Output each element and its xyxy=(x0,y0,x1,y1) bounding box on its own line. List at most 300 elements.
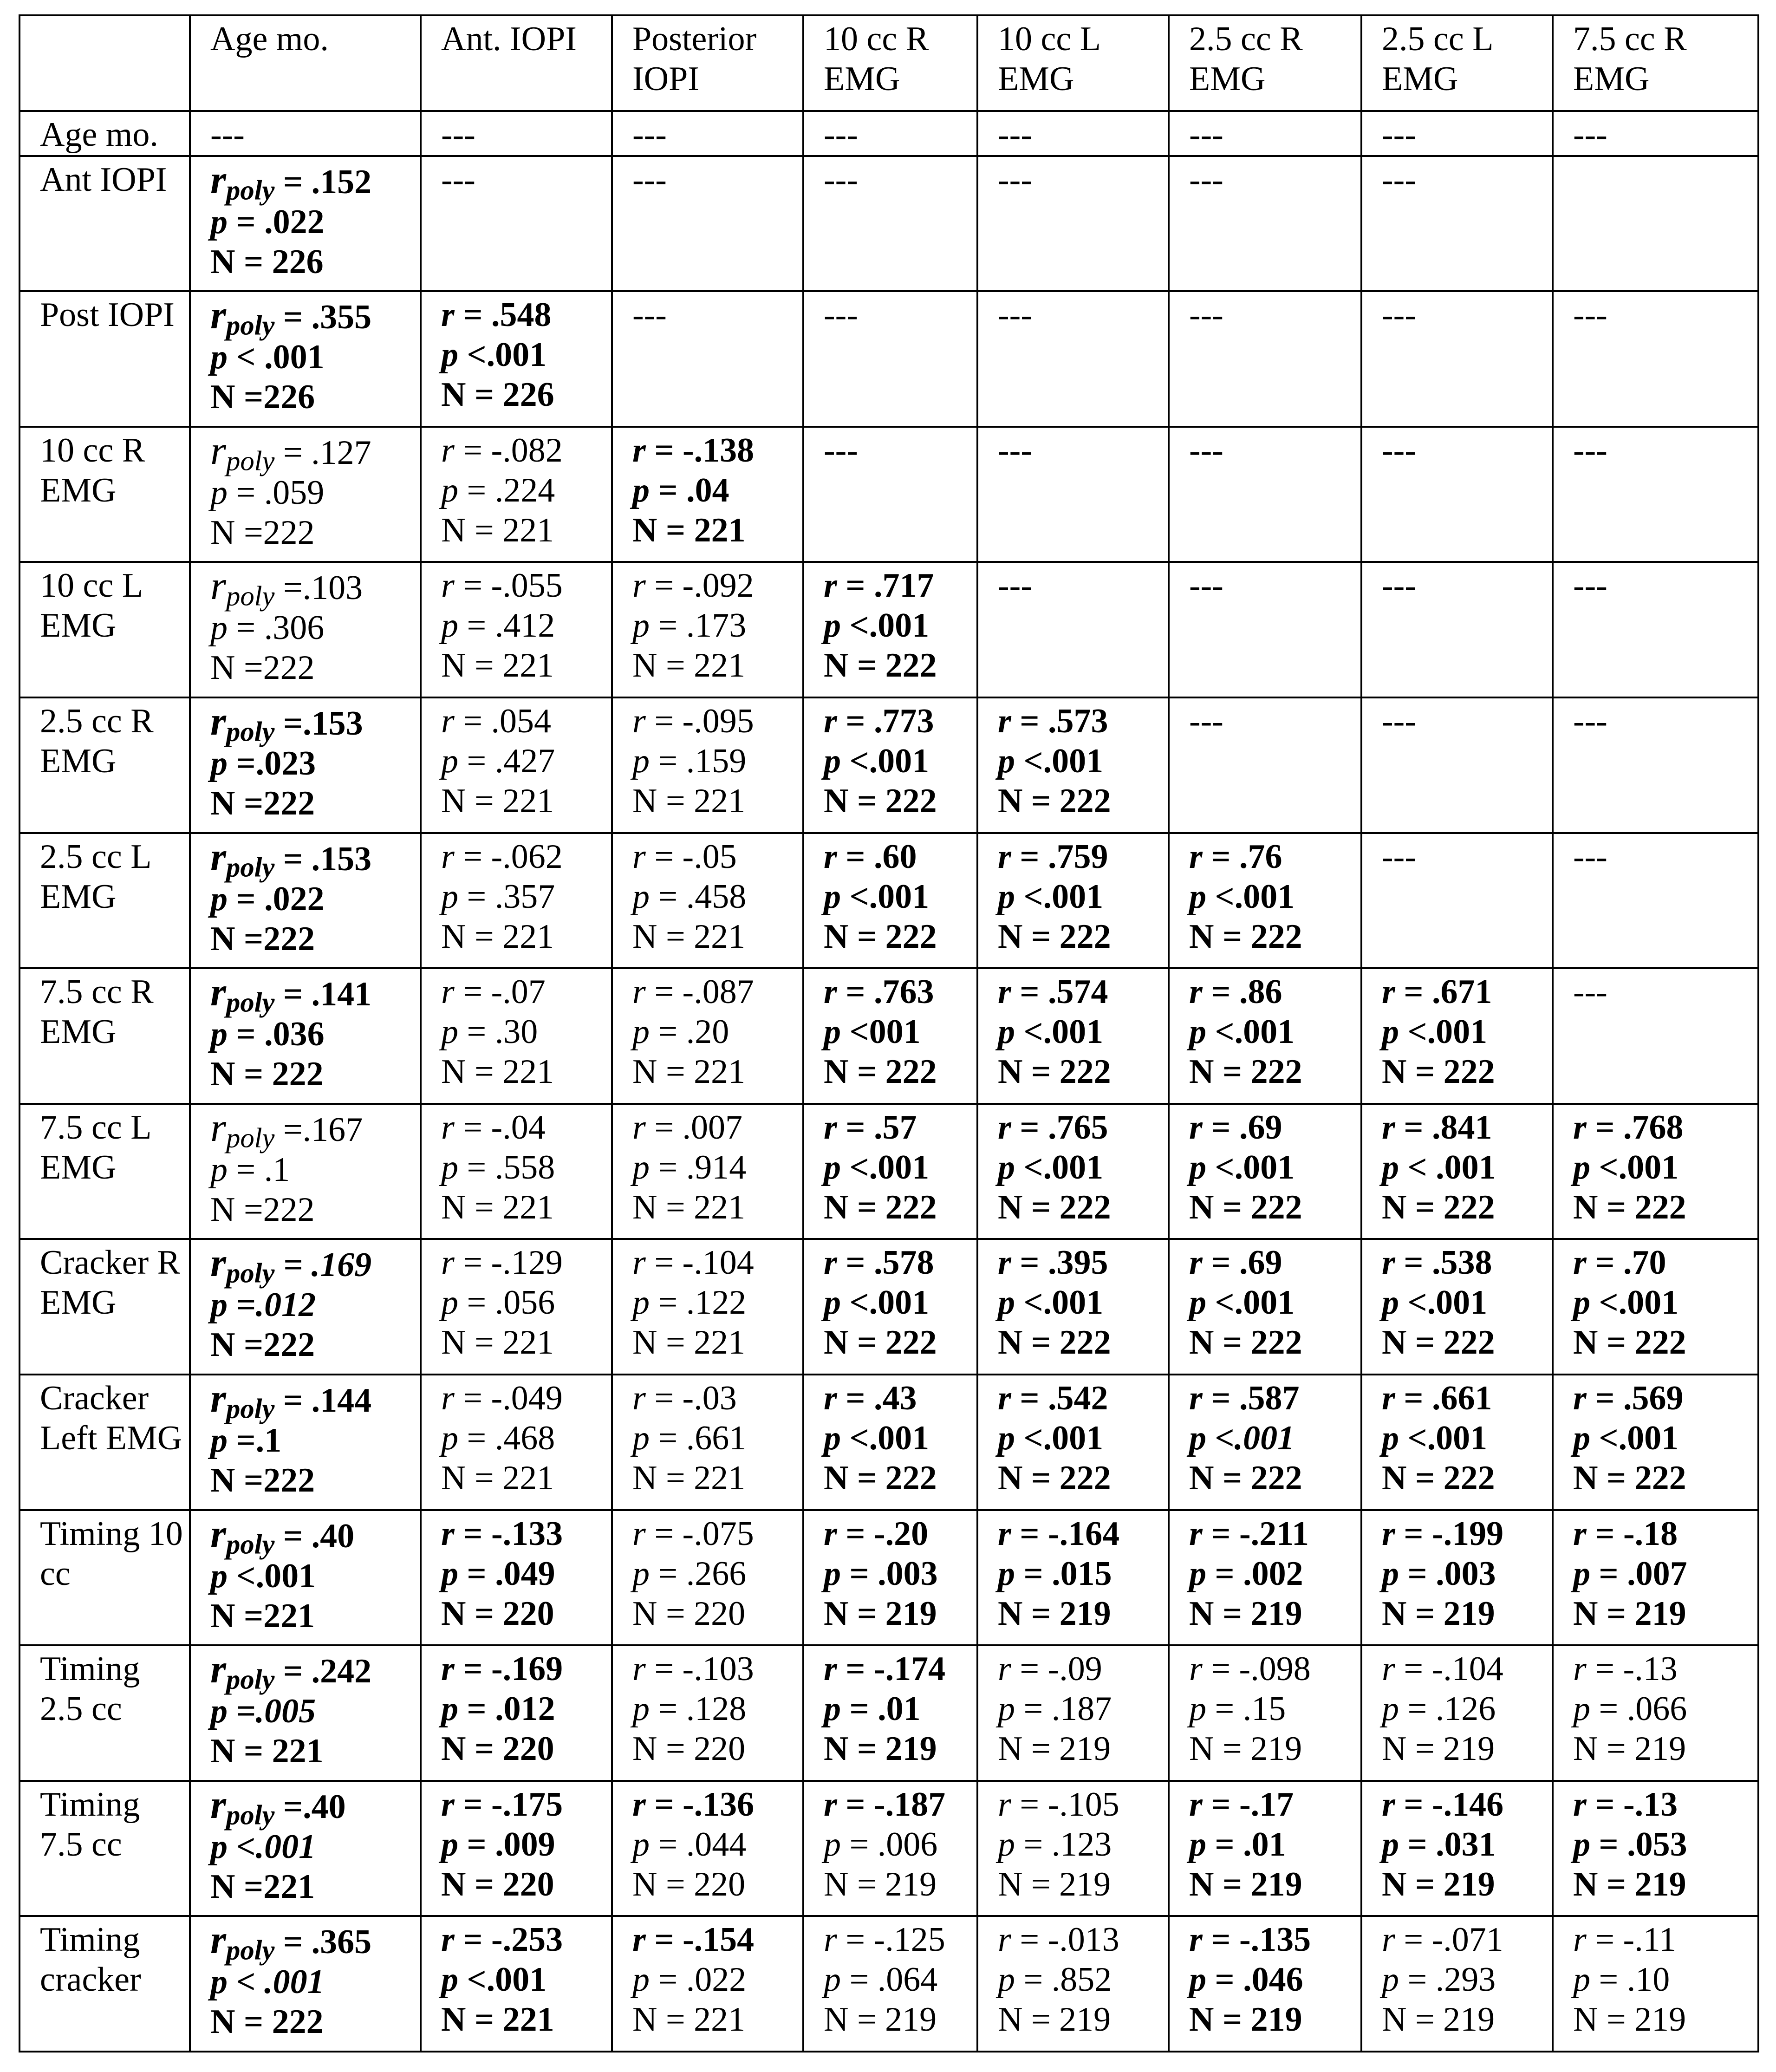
n-value-line: N =221 xyxy=(210,1596,315,1635)
p-value-line xyxy=(1573,1554,1753,1594)
table-cell xyxy=(421,111,612,156)
n-value-line: N =222 xyxy=(210,1461,315,1499)
n-value-line: N = 222 xyxy=(1573,1188,1686,1226)
table-cell xyxy=(803,1239,977,1375)
r-value-line xyxy=(824,837,972,877)
r-symbol: r xyxy=(998,1650,1011,1688)
table-cell xyxy=(612,1510,803,1646)
p-symbol: p xyxy=(1382,1554,1399,1593)
p-symbol: p xyxy=(210,744,228,782)
r-value: = .141 xyxy=(283,975,372,1014)
table-cell xyxy=(803,1645,977,1781)
p-value: = .468 xyxy=(467,1419,555,1457)
table-row xyxy=(20,156,1758,292)
table-cell xyxy=(803,1781,977,1916)
table-cell xyxy=(1553,1510,1758,1646)
p-value: = .558 xyxy=(467,1148,555,1186)
table-cell xyxy=(1553,291,1758,427)
r-value-line xyxy=(1189,1785,1356,1824)
table-cell xyxy=(1553,1375,1758,1510)
r-value: = .759 xyxy=(1020,837,1108,876)
n-value-line: N =226 xyxy=(210,378,315,417)
n-value-line: N = 222 xyxy=(1382,1323,1495,1362)
r-value: =.103 xyxy=(283,569,363,607)
n-value-line: N = 221 xyxy=(632,1188,746,1226)
r-value-line xyxy=(632,1514,798,1554)
r-value-line xyxy=(210,1240,415,1289)
p-symbol: p xyxy=(824,1013,841,1051)
r-value-line xyxy=(1382,1108,1547,1147)
p-value: <.001 xyxy=(1023,877,1104,916)
p-value-line xyxy=(210,1285,415,1325)
n-value-line: N = 219 xyxy=(824,1730,937,1768)
r-value-line xyxy=(210,969,415,1018)
n-value-line: N = 219 xyxy=(998,1865,1111,1903)
r-symbol: r xyxy=(1189,837,1203,876)
p-value-line xyxy=(1573,1824,1753,1864)
p-value-line xyxy=(998,1147,1163,1187)
table-cell xyxy=(977,1104,1169,1239)
p-value: = .128 xyxy=(658,1690,747,1728)
p-value-line xyxy=(1382,1147,1547,1187)
empty-marker: --- xyxy=(1189,116,1223,154)
p-value: = .427 xyxy=(467,742,555,780)
r-value-line xyxy=(632,1785,798,1824)
table-cell xyxy=(190,1916,421,2052)
p-value: <.001 xyxy=(1023,1284,1104,1322)
p-value-line xyxy=(824,741,972,781)
r-value-line xyxy=(441,1378,606,1418)
table-row xyxy=(20,1916,1758,2052)
p-symbol: p xyxy=(1382,1284,1399,1322)
p-value-line xyxy=(210,473,415,513)
poly-subscript: poly xyxy=(226,1258,275,1289)
n-value-line: N = 219 xyxy=(1189,2000,1302,2039)
p-symbol: p xyxy=(210,1827,228,1866)
r-symbol: r xyxy=(824,1108,837,1147)
poly-subscript: poly xyxy=(226,1393,275,1425)
p-symbol: p xyxy=(441,742,458,780)
table-row xyxy=(20,1645,1758,1781)
r-value: = -.20 xyxy=(846,1514,929,1553)
r-value-line xyxy=(824,1649,972,1689)
r-symbol: r xyxy=(210,292,226,338)
table-row xyxy=(20,111,1758,156)
p-value-line xyxy=(824,1689,972,1729)
table-cell xyxy=(1361,1104,1553,1239)
r-symbol: r xyxy=(441,1785,455,1824)
p-value-line xyxy=(824,1554,972,1594)
empty-marker: --- xyxy=(1382,837,1416,876)
p-symbol: p xyxy=(632,1825,650,1863)
p-value: =.1 xyxy=(236,1421,282,1460)
row-header: 10 cc R EMG xyxy=(20,427,190,562)
n-value-line: N = 219 xyxy=(1573,1730,1686,1768)
p-value: = .661 xyxy=(658,1419,747,1457)
p-value: = .053 xyxy=(1599,1825,1687,1863)
p-symbol: p xyxy=(824,742,841,780)
n-value-line: N =222 xyxy=(210,1190,315,1229)
r-value-line xyxy=(1189,837,1356,877)
table-row xyxy=(20,1510,1758,1646)
p-value-line xyxy=(998,1283,1163,1323)
p-value: = .056 xyxy=(467,1284,555,1322)
p-value-line xyxy=(210,1556,415,1596)
p-symbol: p xyxy=(998,1825,1015,1863)
r-value: = -.13 xyxy=(1595,1785,1678,1824)
p-value: <.001 xyxy=(849,1284,930,1322)
column-header: 7.5 cc R EMG xyxy=(1553,15,1758,111)
table-cell xyxy=(1169,562,1361,697)
column-header: 2.5 cc L EMG xyxy=(1361,15,1553,111)
p-value-line xyxy=(210,337,415,377)
p-value: = .01 xyxy=(1215,1825,1286,1863)
r-value-line xyxy=(1382,1514,1547,1554)
p-value-line xyxy=(441,1689,606,1729)
r-value-line xyxy=(441,1108,606,1147)
r-value: = -.146 xyxy=(1404,1785,1504,1824)
r-value: = .86 xyxy=(1211,973,1282,1011)
r-value-line xyxy=(441,701,606,741)
p-symbol: p xyxy=(998,1554,1015,1593)
r-symbol: r xyxy=(441,1379,455,1417)
r-value: = .144 xyxy=(283,1381,372,1420)
r-value: = -.175 xyxy=(463,1785,563,1824)
r-symbol: r xyxy=(441,296,455,334)
p-value: = .10 xyxy=(1599,1961,1670,1999)
empty-marker: --- xyxy=(1189,296,1223,334)
table-cell xyxy=(612,697,803,833)
p-value: = .064 xyxy=(849,1961,938,1999)
r-value-line xyxy=(441,972,606,1012)
table-row xyxy=(20,562,1758,697)
p-value-line xyxy=(632,470,798,510)
r-symbol: r xyxy=(998,1244,1011,1282)
empty-marker: --- xyxy=(1573,973,1607,1011)
r-value-line xyxy=(998,837,1163,877)
empty-marker: --- xyxy=(998,296,1032,334)
p-value: <.001 xyxy=(849,877,930,916)
table-row xyxy=(20,291,1758,427)
r-value: = .773 xyxy=(846,702,934,740)
r-symbol: r xyxy=(441,1650,455,1688)
p-value-line xyxy=(998,1554,1163,1594)
r-value: = -.136 xyxy=(654,1785,755,1824)
poly-subscript: poly xyxy=(226,1122,275,1154)
p-symbol: p xyxy=(441,471,458,509)
row-header: Timing 7.5 cc xyxy=(20,1781,190,1916)
table-cell xyxy=(977,1781,1169,1916)
p-value-line xyxy=(1189,1012,1356,1052)
p-symbol: p xyxy=(632,1961,650,1999)
p-value: = .031 xyxy=(1407,1825,1496,1863)
p-value: <.001 xyxy=(1215,877,1295,916)
r-symbol: r xyxy=(210,1781,226,1827)
r-value-line xyxy=(632,837,798,877)
poly-subscript: poly xyxy=(226,1935,275,1966)
r-value-line xyxy=(210,156,415,206)
p-value-line xyxy=(998,1012,1163,1052)
p-value: = .01 xyxy=(849,1690,921,1728)
p-symbol: p xyxy=(1382,1013,1399,1051)
p-value: <.001 xyxy=(1215,1419,1295,1457)
empty-marker: --- xyxy=(998,160,1032,199)
p-value: <001 xyxy=(849,1013,921,1051)
n-value-line: N = 221 xyxy=(632,511,746,549)
r-value: = -.09 xyxy=(1020,1650,1102,1688)
n-value-line: N = 221 xyxy=(441,1459,554,1497)
p-value-line xyxy=(210,1691,415,1731)
p-value-line xyxy=(1382,1960,1547,2000)
n-value-line: N = 219 xyxy=(1382,2000,1495,2039)
r-value-line xyxy=(824,1108,972,1147)
p-value-line xyxy=(824,1147,972,1187)
p-symbol: p xyxy=(1189,1961,1206,1999)
r-symbol: r xyxy=(210,1511,226,1556)
p-value: =.012 xyxy=(236,1286,316,1324)
r-value-line xyxy=(1189,1649,1356,1689)
table-row xyxy=(20,427,1758,562)
empty-marker: --- xyxy=(1573,431,1607,469)
r-symbol: r xyxy=(210,969,226,1015)
table-row xyxy=(20,833,1758,969)
r-value-line xyxy=(1573,1378,1753,1418)
r-symbol: r xyxy=(1189,1244,1203,1282)
table-cell xyxy=(1361,1510,1553,1646)
r-value: = -.164 xyxy=(1020,1514,1120,1553)
r-symbol: r xyxy=(998,973,1011,1011)
n-value-line: N = 220 xyxy=(632,1865,746,1903)
r-value: = .007 xyxy=(654,1108,743,1147)
r-value: = -.125 xyxy=(846,1921,945,1959)
table-cell xyxy=(1361,427,1553,562)
r-value-line xyxy=(998,1378,1163,1418)
r-symbol: r xyxy=(210,156,226,202)
table-cell xyxy=(1553,833,1758,969)
n-value-line: N = 219 xyxy=(824,1865,937,1903)
p-value-line xyxy=(824,1960,972,2000)
p-symbol: p xyxy=(1382,1148,1399,1186)
p-symbol: p xyxy=(441,877,458,916)
p-value-line xyxy=(632,1824,798,1864)
table-cell xyxy=(612,1239,803,1375)
column-header: Posterior IOPI xyxy=(612,15,803,111)
p-value-line xyxy=(1189,1418,1356,1458)
r-value: = .365 xyxy=(283,1923,372,1961)
r-value-line xyxy=(1189,1920,1356,1960)
p-symbol: p xyxy=(441,1825,458,1863)
p-symbol: p xyxy=(998,1690,1015,1728)
r-value: = .40 xyxy=(283,1517,355,1555)
r-value: = .538 xyxy=(1404,1244,1492,1282)
p-symbol: p xyxy=(210,202,228,241)
table-cell xyxy=(190,1239,421,1375)
r-value-line xyxy=(210,292,415,341)
r-value: = .355 xyxy=(283,298,372,337)
r-value-line xyxy=(1573,1649,1753,1689)
table-cell xyxy=(1553,156,1758,292)
n-value-line: N = 221 xyxy=(632,646,746,685)
table-cell xyxy=(612,156,803,292)
p-symbol: p xyxy=(210,1421,228,1460)
p-value-line xyxy=(632,1418,798,1458)
r-value-line xyxy=(998,972,1163,1012)
table-cell xyxy=(190,1104,421,1239)
r-value: = -.062 xyxy=(463,837,563,876)
r-symbol: r xyxy=(998,1108,1011,1147)
r-value: = .57 xyxy=(846,1108,917,1147)
empty-marker: --- xyxy=(998,567,1032,605)
r-value: = -.04 xyxy=(463,1108,546,1147)
p-symbol: p xyxy=(632,1013,650,1051)
table-row xyxy=(20,968,1758,1104)
table-cell xyxy=(421,1645,612,1781)
p-value-line xyxy=(1189,1147,1356,1187)
column-header: Age mo. xyxy=(190,15,421,111)
r-symbol: r xyxy=(210,427,226,473)
n-value-line: N = 219 xyxy=(998,1730,1111,1768)
empty-marker: --- xyxy=(441,116,475,154)
table-cell xyxy=(612,1645,803,1781)
r-value: = .548 xyxy=(463,296,552,334)
r-symbol: r xyxy=(1573,1379,1587,1417)
table-cell xyxy=(190,968,421,1104)
r-value: = .768 xyxy=(1595,1108,1684,1147)
p-value-line xyxy=(632,1554,798,1594)
n-value-line: N = 222 xyxy=(1382,1053,1495,1091)
table-cell xyxy=(190,427,421,562)
row-header: Cracker Left EMG xyxy=(20,1375,190,1510)
n-value-line: N =222 xyxy=(210,784,315,822)
table-cell xyxy=(1361,111,1553,156)
n-value-line: N = 221 xyxy=(441,1053,554,1091)
r-symbol: r xyxy=(998,1514,1011,1553)
p-symbol: p xyxy=(1189,1148,1206,1186)
table-cell xyxy=(1361,1645,1553,1781)
table-cell xyxy=(1169,1916,1361,2052)
p-value: = .022 xyxy=(236,202,325,241)
table-cell xyxy=(977,427,1169,562)
empty-marker: --- xyxy=(632,160,667,199)
empty-marker: --- xyxy=(1573,837,1607,876)
n-value-line: N = 222 xyxy=(998,782,1111,820)
row-header: 7.5 cc R EMG xyxy=(20,968,190,1104)
table-cell xyxy=(612,111,803,156)
r-value: = -.154 xyxy=(654,1921,755,1959)
n-value-line: N = 221 xyxy=(210,1732,324,1771)
p-value: = .066 xyxy=(1599,1690,1687,1728)
table-cell xyxy=(1169,156,1361,292)
p-value: < .001 xyxy=(1407,1148,1496,1186)
p-value-line xyxy=(441,606,606,645)
n-value-line: N = 219 xyxy=(824,2000,937,2039)
r-value-line xyxy=(824,566,972,606)
empty-marker: --- xyxy=(210,116,245,154)
table-cell xyxy=(421,291,612,427)
empty-marker: --- xyxy=(824,116,858,154)
p-value: = .852 xyxy=(1023,1961,1112,1999)
table-cell xyxy=(803,1916,977,2052)
p-value-line xyxy=(441,1147,606,1187)
r-symbol: r xyxy=(210,1917,226,1962)
r-value-line xyxy=(632,1649,798,1689)
r-value: = -.103 xyxy=(654,1650,754,1688)
p-value: <.001 xyxy=(1023,742,1104,780)
n-value-line: N = 221 xyxy=(632,1323,746,1362)
r-value: = -.087 xyxy=(654,973,754,1011)
n-value-line: N = 222 xyxy=(824,782,937,820)
r-value: = -.129 xyxy=(463,1244,563,1282)
p-symbol: p xyxy=(1573,1961,1590,1999)
table-cell xyxy=(421,833,612,969)
table-cell xyxy=(1553,427,1758,562)
p-symbol: p xyxy=(998,1961,1015,1999)
r-value-line xyxy=(824,1785,972,1824)
p-value: <.001 xyxy=(849,742,930,780)
n-value-line: N =222 xyxy=(210,919,315,958)
p-symbol: p xyxy=(1382,1825,1399,1863)
r-symbol: r xyxy=(824,1785,837,1824)
r-symbol: r xyxy=(1573,1514,1587,1553)
r-symbol: r xyxy=(210,1240,226,1285)
r-value: = .661 xyxy=(1404,1379,1492,1417)
r-value-line xyxy=(1382,1649,1547,1689)
n-value-line: N = 220 xyxy=(632,1594,746,1633)
p-value: <.001 xyxy=(467,336,547,374)
r-symbol: r xyxy=(824,837,837,876)
p-value: = .003 xyxy=(1407,1554,1496,1593)
p-value: < .001 xyxy=(236,338,325,377)
p-value: <.001 xyxy=(849,1148,930,1186)
correlation-table xyxy=(19,14,1759,2052)
p-symbol: p xyxy=(441,1961,458,1999)
table-cell xyxy=(1361,1916,1553,2052)
p-value-line xyxy=(441,1960,606,2000)
r-value-line xyxy=(632,701,798,741)
r-symbol: r xyxy=(1382,1785,1395,1824)
r-value-line xyxy=(998,1785,1163,1824)
row-header: Age mo. xyxy=(20,111,190,156)
r-value: =.167 xyxy=(283,1110,363,1149)
p-symbol: p xyxy=(1189,1419,1206,1457)
r-value: = -.138 xyxy=(654,431,755,469)
n-value-line: N = 222 xyxy=(210,2003,324,2041)
r-value-line xyxy=(1382,1378,1547,1418)
r-value: = -.13 xyxy=(1595,1650,1678,1688)
p-value-line xyxy=(824,877,972,917)
p-value-line xyxy=(1573,1960,1753,2000)
n-value-line: N = 222 xyxy=(824,917,937,956)
p-symbol: p xyxy=(1573,1148,1590,1186)
p-value-line xyxy=(210,202,415,242)
r-value: = -.174 xyxy=(846,1650,946,1688)
table-cell xyxy=(803,968,977,1104)
r-symbol: r xyxy=(824,973,837,1011)
p-value: = .266 xyxy=(658,1554,747,1593)
p-symbol: p xyxy=(998,1284,1015,1322)
r-value: = .169 xyxy=(283,1246,372,1284)
r-symbol: r xyxy=(824,1650,837,1688)
p-symbol: p xyxy=(210,338,228,377)
p-value: <.001 xyxy=(1023,1013,1104,1051)
p-symbol: p xyxy=(441,1419,458,1457)
table-cell xyxy=(977,562,1169,697)
r-value-line xyxy=(824,701,972,741)
p-value: = .30 xyxy=(467,1013,538,1051)
table-cell xyxy=(190,833,421,969)
n-value-line: N = 221 xyxy=(632,917,746,956)
p-value-line xyxy=(441,1012,606,1052)
